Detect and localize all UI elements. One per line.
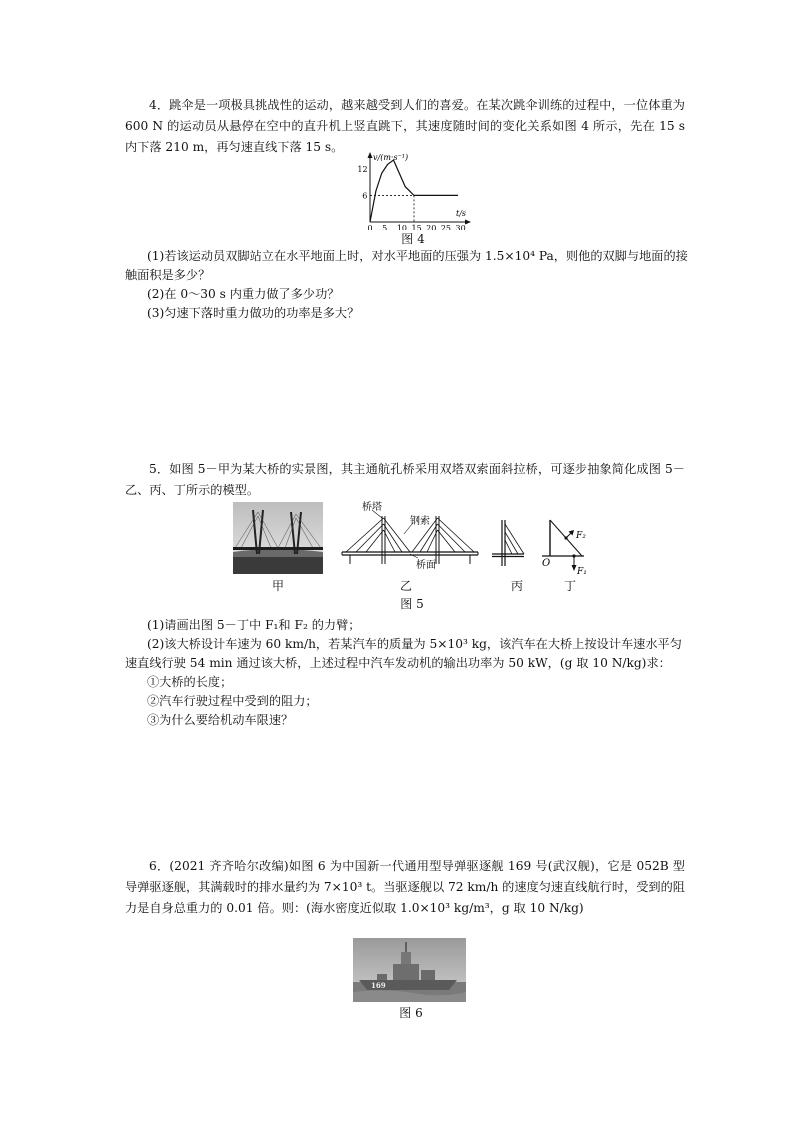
q5-sub-2a: ①大桥的长度； — [147, 675, 233, 689]
label-deck: 桥面 — [416, 560, 436, 571]
q4-sub-3: (3)匀速下落时重力做功的功率是多大？ — [147, 306, 360, 320]
bridge-photo — [233, 502, 323, 574]
q5-sub-2: (2)该大桥设计车速为 60 km/h，若某汽车的质量为 5×10³ kg，该汽车在大桥上按设计车速水平匀速直线行驶 54 min 通过该大桥，上述过程中汽车发动机的输出功率为 50 kW，(g 取 10 N/kg)求： — [125, 637, 682, 670]
destroyer-photo — [353, 938, 466, 1002]
figure-4-velocity-chart — [350, 150, 475, 230]
x-tick-label: 25 — [440, 224, 452, 230]
y-tick-label: 12 — [357, 164, 368, 174]
label-O: O — [542, 558, 551, 569]
q4-sub-2: (2)在 0～30 s 内重力做了多少功？ — [147, 287, 340, 301]
x-axis-arrow — [465, 220, 471, 225]
dashed-guides — [370, 195, 414, 222]
x-tick-label: 10 — [396, 224, 408, 230]
label-cable: 钢索 — [410, 516, 430, 527]
bridge-diagram-bing — [488, 518, 528, 576]
x-tick-label: 5 — [382, 224, 388, 230]
figure-4-caption: 图 4 — [401, 232, 425, 246]
label-tower: 桥塔 — [362, 502, 382, 513]
y-tick-label: 6 — [362, 191, 368, 201]
panel-label-yi: 乙 — [399, 579, 412, 593]
y-axis-label: v/(m·s⁻¹) — [373, 153, 409, 162]
hull-number: 169 — [371, 981, 386, 990]
q5-sub-questions — [125, 616, 690, 730]
x-tick-label: 15 — [411, 224, 422, 230]
force-f1-arrow — [572, 565, 577, 571]
q4-sub-questions — [125, 247, 690, 323]
bridge-diagram-ding — [540, 518, 596, 578]
q5-sub-2b: ②汽车行驶过程中受到的阻力； — [147, 694, 318, 708]
x-tick-label: 0 — [367, 224, 373, 230]
y-axis-arrow — [368, 152, 373, 158]
label-F1: F₁ — [577, 567, 587, 577]
x-tick-label: 20 — [426, 224, 437, 230]
q5-sub-1: (1)请画出图 5－丁中 F₁和 F₂ 的力臂； — [147, 618, 361, 632]
q5-sub-2c: ③为什么要给机动车限速？ — [147, 713, 294, 727]
y-tick-labels — [357, 165, 367, 201]
q5-stem: 5．如图 5－甲为某大桥的实景图，其主通航孔桥采用双塔双索面斜拉桥，可逐步抽象简化成图 5－乙、丙、丁所示的模型。 — [125, 462, 685, 497]
q4-stem: 4．跳伞是一项极具挑战性的运动，越来越受到人们的喜爱。在某次跳伞训练的过程中，一位体重为 600 N 的运动员从悬停在空中的直升机上竖直跳下，其速度随时间的变化关系如图 4 所示，先在 15 s 内下落 210 m，再匀速直线下落 15 s。 — [125, 98, 685, 154]
bridge-diagram-yi — [340, 498, 480, 576]
x-tick-label: 30 — [455, 224, 466, 230]
figure-5-caption: 图 5 — [400, 597, 424, 611]
panel-label-jia: 甲 — [271, 579, 284, 593]
x-axis-label: t/s — [456, 209, 467, 218]
label-F2: F₂ — [576, 531, 586, 541]
panel-label-ding: 丁 — [563, 579, 576, 593]
q6-stem: 6．(2021 齐齐哈尔改编)如图 6 为中国新一代通用型导弹驱逐舰 169 号(武汉舰)，它是 052B 型导弹驱逐舰，其满载时的排水量约为 7×10³ t。当驱逐舰以 72 km/h 的速度匀速直线航行时，受到的阻力是自身总重力的 0.01 倍。则：(海水密度近似取 1.0×10³ kg/m³，g 取 10 N/kg) — [125, 859, 685, 915]
panel-label-bing: 丙 — [510, 579, 523, 593]
q4-sub-1: (1)若该运动员双脚站立在水平地面上时，对水平地面的压强为 1.5×10⁴ Pa，则他的双脚与地面的接触面积是多少？ — [125, 249, 688, 282]
figure-6-caption: 图 6 — [399, 1006, 423, 1020]
